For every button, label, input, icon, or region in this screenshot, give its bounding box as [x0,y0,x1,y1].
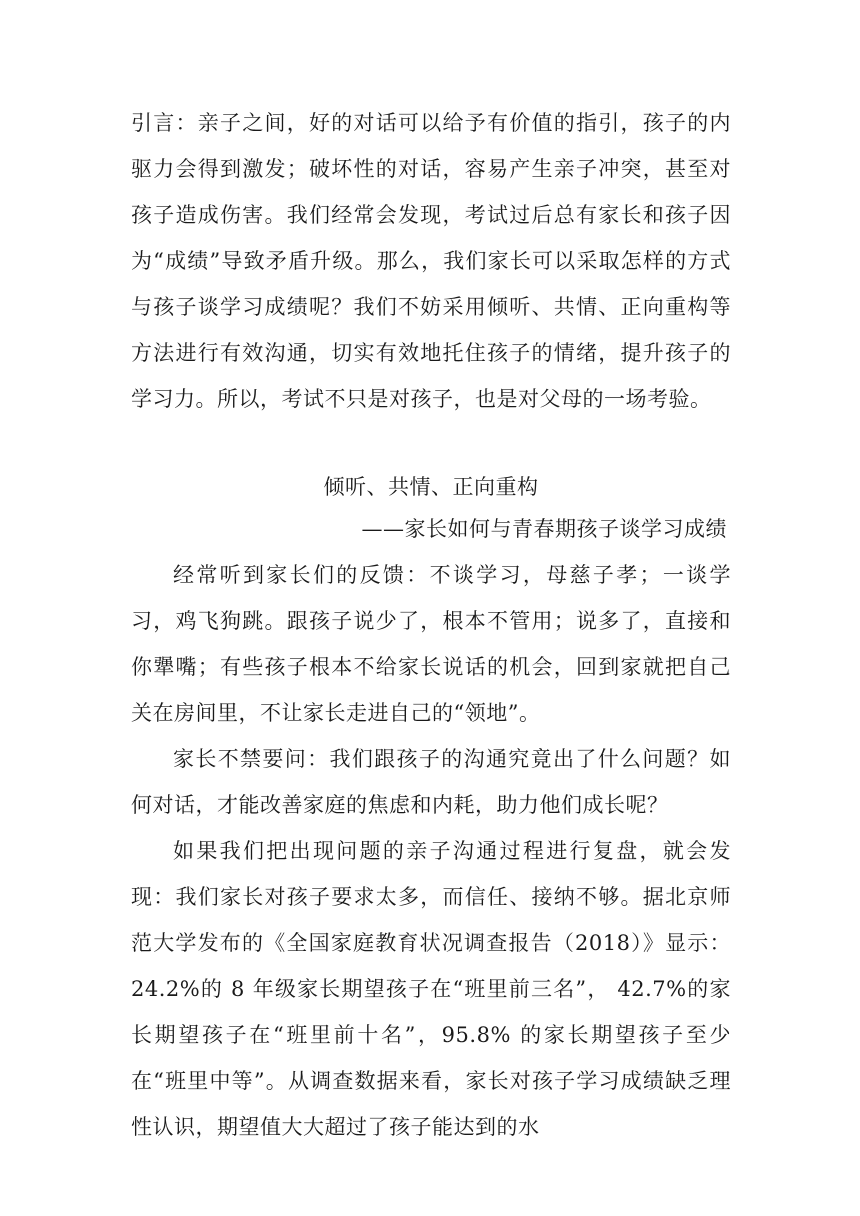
body-paragraph: 如果我们把出现问题的亲子沟通过程进行复盘，就会发现：我们家长对孩子要求太多，而信任、接纳不够。据北京师范大学发布的《全国家庭教育状况调查报告（2018）》显示：24.2%的 8 年级家长期望孩子在“班里前三名”， 42.7%的家长期望孩子在“班里前十名”，95.8% 的家长期望孩子至少在“班里中等”。从调查数据来看，家长对孩子学习成绩缺乏理性认识，期望值大大超过了孩子能达到的水 [131,839,731,1139]
intro-paragraph: 引言：亲子之间，好的对话可以给予有价值的指引，孩子的内驱力会得到激发；破坏性的对话，容易产生亲子冲突，甚至对孩子造成伤害。我们经常会发现，考试过后总有家长和孩子因为“成绩”导致矛盾升级。那么，我们家长可以采取怎样的方式与孩子谈学习成绩呢？我们不妨采用倾听、共情、正向重构等方法进行有效沟通，切实有效地托住孩子的情绪，提升孩子的学习力。所以，考试不只是对孩子，也是对父母的一场考验。 [131,111,731,411]
body-paragraph: 家长不禁要问：我们跟孩子的沟通究竟出了什么问题？如何对话，才能改善家庭的焦虑和内耗，助力他们成长呢？ [131,747,731,817]
article-body [131,552,731,1150]
article-subtitle: ——家长如何与青春期孩子谈学习成绩 [361,517,727,541]
body-paragraph: 经常听到家长们的反馈：不谈学习，母慈子孝；一谈学习，鸡飞狗跳。跟孩子说少了，根本不管用；说多了，直接和你犟嘴；有些孩子根本不给家长说话的机会，回到家就把自己关在房间里，不让家长走进自己的“领地”。 [131,563,731,725]
article-title: 倾听、共情、正向重构 [323,475,539,499]
